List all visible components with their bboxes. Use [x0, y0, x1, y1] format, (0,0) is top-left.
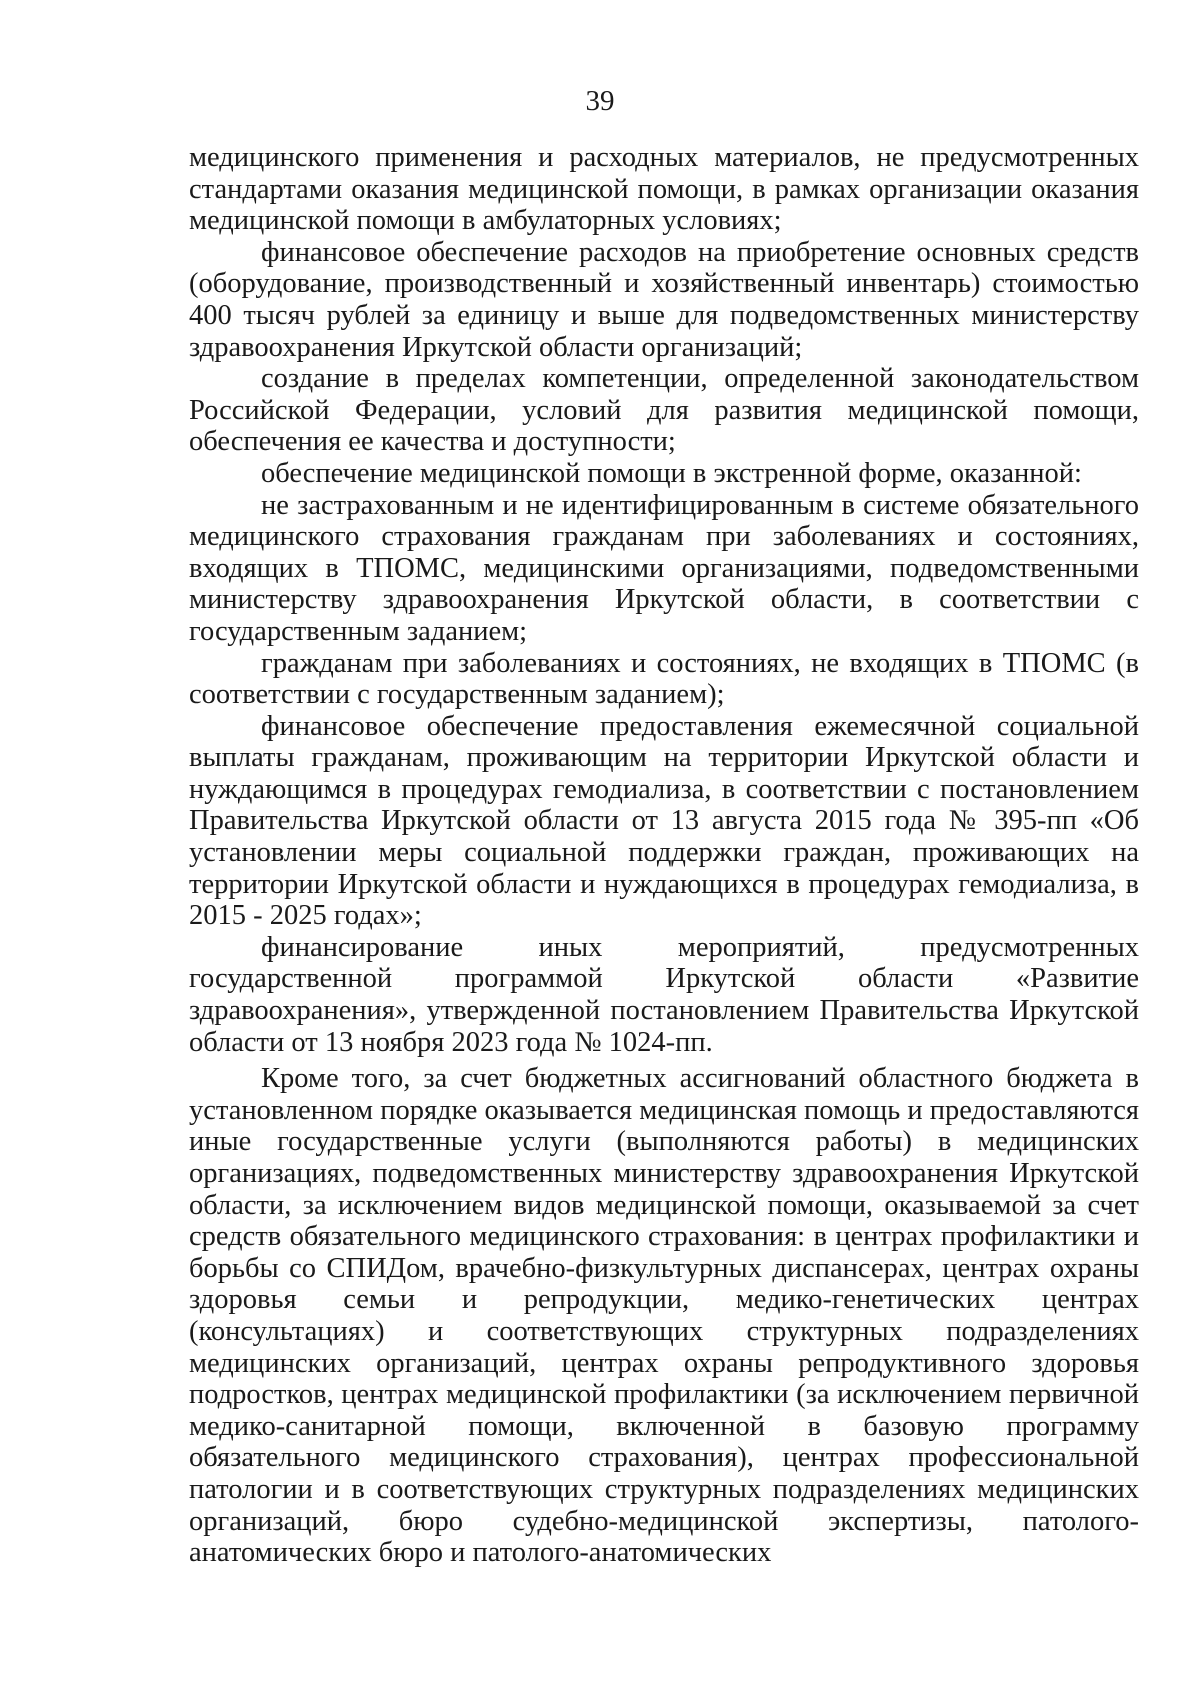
paragraph-continuation: медицинского применения и расходных материалов, не предусмотренных стандартами оказания медицинской помощи, в рамках организации оказания медицинской помощи в амбулаторных условиях; [189, 142, 1139, 237]
paragraph-non-tpoms-citizens: гражданам при заболеваниях и состояниях, не входящих в ТПОМС (в соответствии с государственным заданием); [189, 647, 1139, 711]
paragraph-conditions: создание в пределах компетенции, определенной законодательством Российской Федерации, условий для развития медицинской помощи, обеспечения ее качества и доступности; [189, 363, 1139, 458]
paragraph-other-measures: финансирование иных мероприятий, предусмотренных государственной программой Иркутской области «Развитие здравоохранения», утвержденной постановлением Правительства Иркутской области от 13 ноября 2023 года № 1024-пп. [189, 931, 1139, 1058]
page-number: 39 [585, 85, 615, 117]
paragraph-fixed-assets: финансовое обеспечение расходов на приобретение основных средств (оборудование, производственный и хозяйственный инвентарь) стоимостью 400 тысяч рублей за единицу и выше для подведомственных министерству здравоохранения Иркутской области организаций; [189, 236, 1139, 363]
paragraph-hemodialysis-payment: финансовое обеспечение предоставления ежемесячной социальной выплаты гражданам, проживающим на территории Иркутской области и нуждающимся в процедурах гемодиализа, в соответствии с постановлением Правительства Иркутской области от 13 августа 2015 года № 395-пп «Об установлении меры социальной поддержки граждан, проживающих на территории Иркутской области и нуждающихся в процедурах гемодиализа, в 2015 - 2025 годах»; [189, 710, 1139, 932]
body-text [189, 142, 1139, 1569]
paragraph-emergency-care: обеспечение медицинской помощи в экстренной форме, оказанной: [261, 457, 1082, 489]
paragraph-additional-services: Кроме того, за счет бюджетных ассигнований областного бюджета в установленном порядке оказывается медицинская помощь и предоставляются иные государственные услуги (выполняются работы) в медицинских организациях, подведомственных министерству здравоохранения Иркутской области, за исключением видов медицинской помощи, оказываемой за счет средств обязательного медицинского страхования: в центрах профилактики и борьбы со СПИДом, врачебно-физкультурных диспансерах, центрах охраны здоровья семьи и репродукции, медико-генетических центрах (консультациях) и соответствующих структурных подразделениях медицинских организаций, центрах охраны репродуктивного здоровья подростков, центрах медицинской профилактики (за исключением первичной медико-санитарной помощи, включенной в базовую программу обязательного медицинского страхования), центрах профессиональной патологии и в соответствующих структурных подразделениях медицинских организаций, бюро судебно-медицинской экспертизы, патолого-анатомических бюро и патолого-анатомических [189, 1063, 1139, 1569]
paragraph-uninsured-citizens: не застрахованным и не идентифицированным в системе обязательного медицинского страхования гражданам при заболеваниях и состояниях, входящих в ТПОМС, медицинскими организациями, подведомственными министерству здравоохранения Иркутской области, в соответствии с государственным заданием; [189, 489, 1139, 647]
